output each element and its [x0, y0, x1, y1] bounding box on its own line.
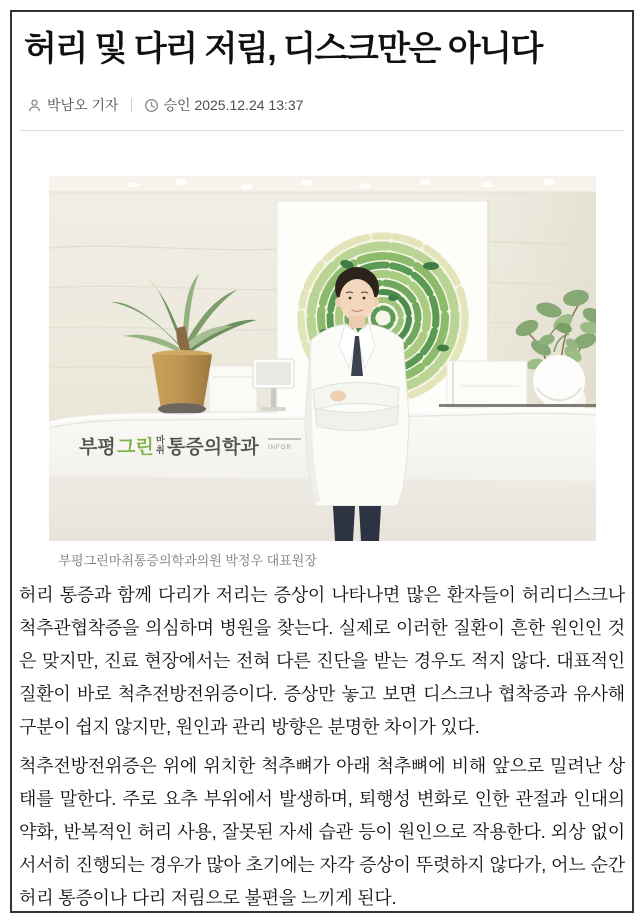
clock-icon [144, 98, 159, 113]
article-paragraph: 척추전방전위증은 위에 위치한 척추뼈가 아래 척추뼈에 비해 앞으로 밀려난 상태를 말한다. 주로 요추 부위에서 발생하며, 퇴행성 변화로 인한 관절과 인대의 약화, 반복적인 허리 사용, 잘못된 자세 습관 등이 원인으로 작용한다. 외상 없이 서서히 진행되는 경우가 많아 초기에는 자각 증상이 뚜렷하지 않다가, 어느 순간 허리 통증이나 다리 저림으로 불편을 느끼게 된다. [19, 756, 625, 908]
reporter-icon [27, 98, 42, 113]
photo-caption: 부평그린마취통증의학과의원 박정우 대표원장 [58, 553, 317, 568]
sign-text-bupyeong: 부평 [78, 437, 116, 458]
sign-text-infor: INFOR [267, 445, 292, 451]
header-divider [20, 130, 624, 131]
article-title: 허리 및 다리 저림, 디스크만은 아니다 [24, 30, 542, 68]
sign-text-green: 그린 [116, 437, 154, 458]
byline-separator [131, 98, 132, 112]
approved-timestamp: 승인 2025.12.24 13:37 [163, 97, 304, 113]
byline [27, 95, 632, 115]
article-page [10, 10, 634, 913]
article-body [19, 579, 625, 913]
clinic-photo [49, 176, 596, 541]
reporter-name[interactable]: 박남오 기자 [47, 97, 119, 113]
sign-text-ma: 마 [155, 435, 165, 445]
article-paragraph: 허리 통증과 함께 다리가 저리는 증상이 나타나면 많은 환자들이 허리디스크나 척추관협착증을 의심하며 병원을 찾는다. 실제로 이러한 질환이 흔한 원인인 것은 맞지만, 진료 현장에서는 전혀 다른 진단을 받는 경우도 적지 않다. 대표적인 질환이 바로 척추전방전위증이다. 증상만 놓고 보면 디스크나 협착증과 유사해 구분이 쉽지 않지만, 원인과 관리 방향은 분명한 차이가 있다. [19, 585, 625, 737]
clinic-ceiling [49, 176, 596, 192]
sign-text-chwi: 취 [155, 445, 165, 455]
sign-text-pain-clinic: 통증의학과 [166, 437, 259, 458]
article-photo-block [49, 176, 596, 570]
